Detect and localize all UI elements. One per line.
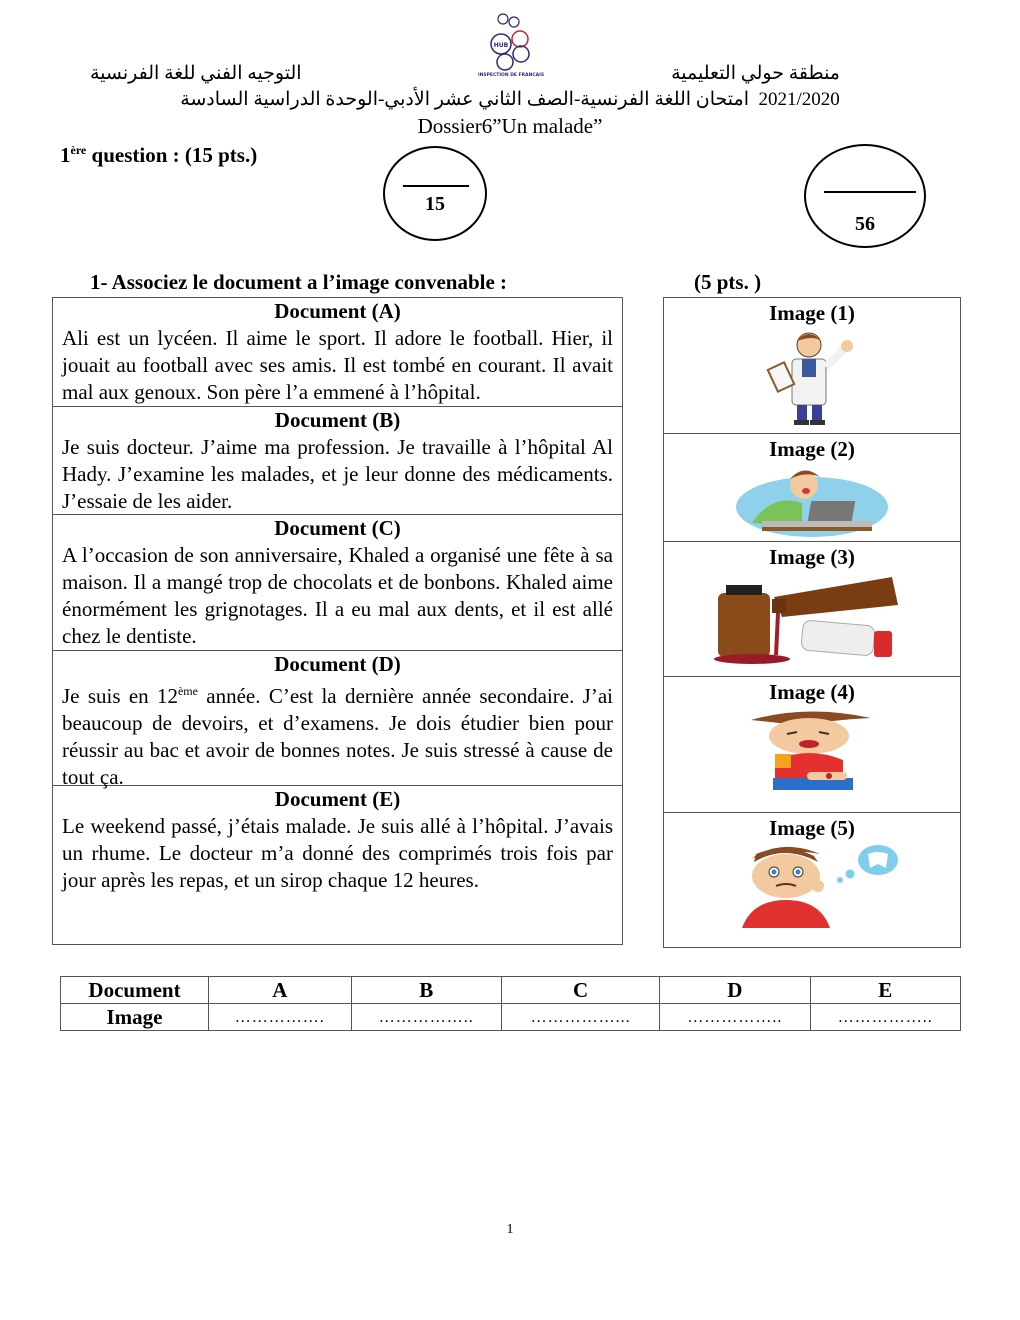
doctor-illustration-icon bbox=[752, 327, 872, 427]
image-title: Image (2) bbox=[769, 437, 855, 461]
document-e bbox=[53, 786, 622, 944]
page-number: 1 bbox=[506, 1222, 514, 1237]
document-title: Document (E) bbox=[274, 787, 401, 811]
svg-text:HUB: HUB bbox=[493, 42, 509, 49]
image-5-cell bbox=[664, 813, 960, 947]
score-denominator: 15 bbox=[425, 193, 445, 215]
image-3-cell bbox=[664, 542, 960, 677]
answer-blank-a[interactable]: ……………. bbox=[209, 1004, 352, 1031]
column-a: A bbox=[209, 977, 352, 1004]
district-label: منطقة حولي التعليمية bbox=[671, 63, 840, 84]
document-text-part: année. C’est la dernière année secondaire. J’ai beaucoup de devoirs, et d’examens. Je dois étudier bien pour réussir au bac et avoir de bonnes notes. Je suis stressé à cause de tout ça. bbox=[62, 684, 614, 789]
image-1-cell bbox=[664, 298, 960, 434]
exam-year: 2021/2020 bbox=[758, 89, 840, 110]
answer-blank-e[interactable]: …………….. bbox=[810, 1004, 960, 1031]
answer-blank-b[interactable]: …………….. bbox=[351, 1004, 501, 1031]
stressed-student-illustration-icon bbox=[732, 463, 892, 539]
document-title: Document (A) bbox=[274, 299, 401, 323]
svg-text:INSPECTION DE FRANCAIS: INSPECTION DE FRANCAIS bbox=[477, 73, 545, 78]
row-label-image: Image bbox=[61, 1004, 209, 1031]
exercise-instruction: 1- Associez le document a l’image convenable : bbox=[90, 270, 508, 294]
image-4-cell bbox=[664, 677, 960, 813]
document-text: Je suis docteur. J’aime ma profession. Je travaille à l’hôpital Al Hady. J’examine les malades, et je leur donne des médicaments. J’essaie de les aider. bbox=[62, 435, 613, 513]
image-2-cell bbox=[664, 434, 960, 542]
answer-blank-c[interactable]: ……………... bbox=[501, 1004, 659, 1031]
document-title: Document (C) bbox=[274, 516, 401, 540]
image-title: Image (1) bbox=[769, 301, 855, 325]
image-title: Image (3) bbox=[769, 545, 855, 569]
images-table bbox=[663, 297, 961, 948]
medicine-bottles-illustration-icon bbox=[712, 571, 912, 667]
exercise-points: (5 pts. ) bbox=[694, 270, 762, 294]
score-blank-line bbox=[824, 191, 916, 193]
answer-header-row bbox=[61, 977, 961, 1004]
document-c bbox=[53, 515, 622, 651]
directorate-label: التوجيه الفني للغة الفرنسية bbox=[90, 63, 302, 84]
document-title: Document (B) bbox=[274, 408, 401, 432]
answer-blank-d[interactable]: …………….. bbox=[660, 1004, 810, 1031]
inspection-logo bbox=[466, 10, 556, 82]
document-text: A l’occasion de son anniversaire, Khaled a organisé une fête à sa maison. Il a mangé trop de chocolats et de bonbons. Khaled aime énormément les grignotages. Il a eu mal aux dents, et il est allé chez le dentiste. bbox=[62, 543, 613, 648]
exam-title bbox=[0, 88, 1020, 111]
column-d: D bbox=[660, 977, 810, 1004]
document-text: Ali est un lycéen. Il aime le sport. Il adore le football. Hier, il jouait au football avec ses amis. Il est tombé en courant. Il avait mal aux genoux. Son père l’a emmené à l’hôpital. bbox=[62, 326, 613, 404]
column-c: C bbox=[501, 977, 659, 1004]
document-text-part: Je suis en 12 bbox=[62, 684, 178, 708]
question-ordinal: ère bbox=[70, 143, 87, 157]
toothache-boy-illustration-icon bbox=[722, 842, 902, 928]
image-title: Image (5) bbox=[769, 816, 855, 840]
score-circle-total bbox=[804, 144, 926, 248]
column-e: E bbox=[810, 977, 960, 1004]
ordinal-superscript: ème bbox=[177, 684, 198, 698]
document-d bbox=[53, 651, 622, 789]
document-a bbox=[53, 298, 622, 407]
document-text: Le weekend passé, j’étais malade. Je suis allé à l’hôpital. J’avais un rhume. Le docteur m’a donné des comprimés trois fois par jour après les repas, et un sirop chaque 12 heures. bbox=[62, 814, 613, 892]
hub-logo-icon bbox=[466, 10, 556, 82]
image-title: Image (4) bbox=[769, 680, 855, 704]
documents-table bbox=[52, 297, 623, 945]
score-blank-line bbox=[403, 185, 469, 187]
question-label: question : (15 pts.) bbox=[86, 143, 258, 167]
question-number: 1 bbox=[60, 143, 71, 167]
dossier-title: Dossier6”Un malade” bbox=[417, 114, 603, 138]
document-b bbox=[53, 407, 622, 515]
answer-image-row bbox=[61, 1004, 961, 1031]
score-circle-question bbox=[383, 146, 487, 241]
document-text bbox=[62, 678, 613, 791]
exam-title-arabic: امتحان اللغة الفرنسية-الصف الثاني عشر الأدبي-الوحدة الدراسية السادسة bbox=[180, 89, 749, 110]
score-denominator: 56 bbox=[855, 213, 875, 235]
document-title: Document (D) bbox=[274, 652, 401, 676]
answer-table bbox=[60, 976, 961, 1031]
column-b: B bbox=[351, 977, 501, 1004]
question-heading bbox=[60, 143, 257, 168]
injured-knee-boy-illustration-icon bbox=[747, 706, 877, 796]
row-label-document: Document bbox=[61, 977, 209, 1004]
